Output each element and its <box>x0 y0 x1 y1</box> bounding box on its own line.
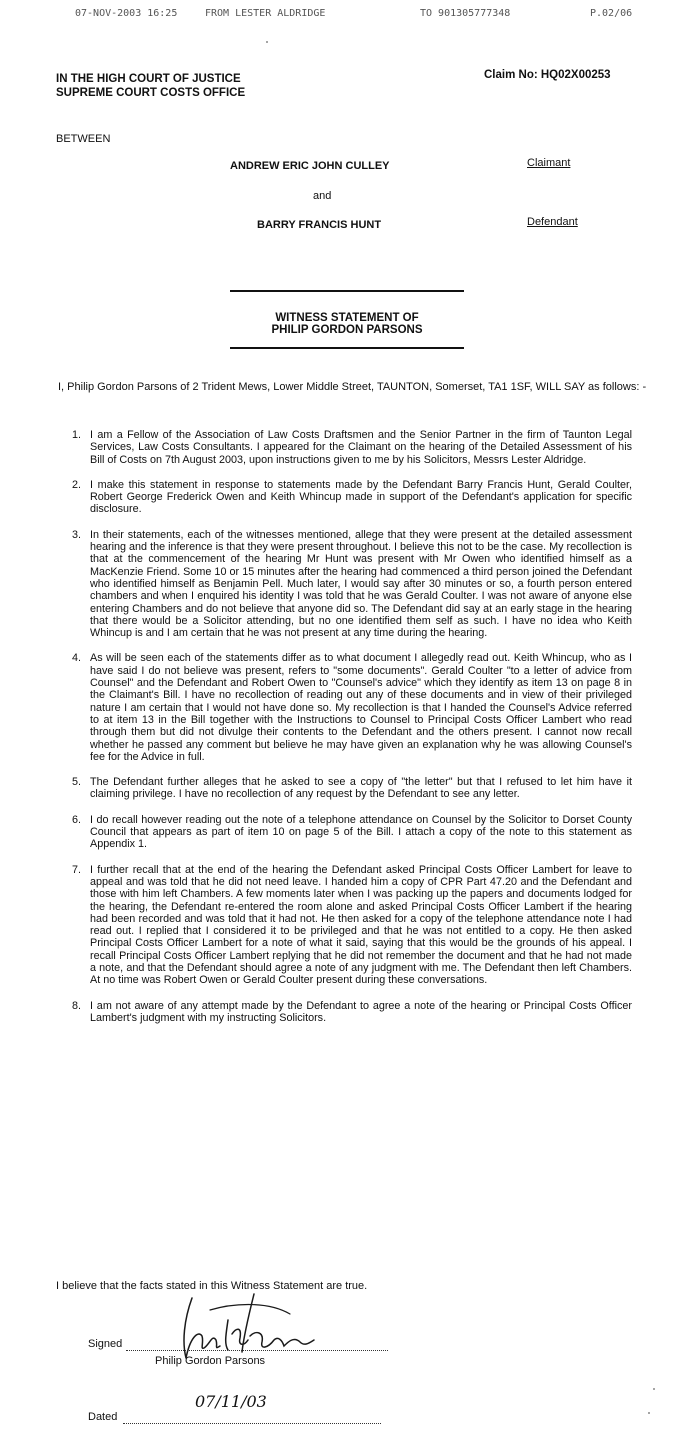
fax-header <box>0 8 700 22</box>
scan-speck <box>648 1412 650 1414</box>
paragraph-text: The Defendant further alleges that he asked to see a copy of "the letter" but that I refused to let him have it claiming privilege. I have no recollection of any request by the Defendant to see any letter. <box>90 776 632 801</box>
paragraph-4 <box>72 652 632 763</box>
statement-of-truth: I believe that the facts stated in this Witness Statement are true. <box>56 1280 368 1292</box>
paragraph-text: I do recall however reading out the note of a telephone attendance on Counsel by the Solicitor to Dorset County Council that appears as part of item 10 on page 5 of the Bill. I attach a copy of the note to this statement as Appendix 1. <box>90 813 632 851</box>
scan-speck <box>266 41 268 43</box>
signature-line <box>126 1340 388 1351</box>
defendant-role: Defendant <box>527 216 578 228</box>
paragraph-1 <box>72 429 632 466</box>
date-line <box>123 1413 381 1424</box>
between-label: BETWEEN <box>56 133 111 145</box>
statement-paragraphs <box>72 429 632 1024</box>
paragraph-number: 1. <box>72 429 82 441</box>
claim-number: Claim No: HQ02X00253 <box>484 69 611 81</box>
claimant-name: ANDREW ERIC JOHN CULLEY <box>230 160 390 172</box>
court-heading <box>56 72 245 100</box>
scan-speck <box>653 1388 655 1390</box>
signatory-name: Philip Gordon Parsons <box>155 1355 266 1367</box>
handwritten-date: 07/11/03 <box>195 1392 267 1411</box>
paragraph-text: I further recall that at the end of the hearing the Defendant asked Principal Costs Officer Lambert for leave to appeal and was told that he did not need leave. I handed him a copy of CPR Part 47.20 and the Defendant and those with him left Chambers. A few moments later when I was packing up the papers and documents lodged for the hearing, the Defendant re-entered the room alone and asked Principal Costs Officer Lambert if the hearing had been recorded and was told that it had not. He then asked for a copy of the telephone attendance note I had read out. I replied that I considered it to be privileged and that he was not entitled to a copy. He then asked Principal Costs Officer Lambert for a note of what it said, saying that this would be the grounds of his appeal. I recall Principal Costs Officer Lambert replying that he did not remember the document and that he had not made a note, and that the Defendant should agree a note of any judgment with me. The Defendant then left Chambers. At no time was Robert Owen or Gerald Coulter present during these conversations. <box>90 863 632 987</box>
claimant-role: Claimant <box>527 157 571 169</box>
dated-label: Dated <box>88 1411 118 1423</box>
title-rule-top <box>230 290 464 292</box>
paragraph-text: I am a Fellow of the Association of Law Costs Draftsmen and the Senior Partner in the firm of Taunton Legal Services, Law Costs Consultants. I appeared for the Claimant on the hearing of the Detailed Assessment of his Bill of Costs on 7th August 2003, upon instructions given to me by his Solicitors, Messrs Lester Aldridge. <box>90 429 632 466</box>
defendant-name: BARRY FRANCIS HUNT <box>257 219 382 231</box>
signed-label: Signed <box>88 1338 123 1350</box>
paragraph-2 <box>72 479 632 516</box>
court-line-2: SUPREME COURT COSTS OFFICE <box>56 87 246 99</box>
paragraph-number: 4. <box>72 652 82 665</box>
paragraph-number: 2. <box>72 478 82 491</box>
paragraph-7 <box>72 864 632 987</box>
paragraph-text: As will be seen each of the statements differ as to what document I allegedly read out. Keith Whincup, who as I have said I do not believe was present, refers to "some documents". Gerald Coulter "to a letter of advice from Counsel" and the Defendant and Robert Owen to "Counsel's advice" which they identify as item 13 on page 8 in the Claimant's Bill. I have no recollection of reading out any of these documents and in view of their privileged nature I am certain that I would not have done so. My recollection is that I handed the Counsel's Advice referred to at item 13 in the Bill together with the Instructions to Counsel to Principal Costs Officer Lambert who read through them but did not divulge their contents to the Defendant and the others present. I cannot now recall whether he passed any comment but believe he may have given an explanation why he was allowing Counsel's fee for the Advice in full. <box>90 652 632 763</box>
paragraph-number: 6. <box>72 813 82 826</box>
paragraph-5 <box>72 776 632 801</box>
paragraph-text: I am not aware of any attempt made by the Defendant to agree a note of the hearing or Principal Costs Officer Lambert's judgment with my instructing Solicitors. <box>90 999 632 1024</box>
court-line-1: IN THE HIGH COURT OF JUSTICE <box>56 73 241 85</box>
paragraph-number: 3. <box>72 528 82 541</box>
paragraph-3 <box>72 529 632 640</box>
fax-page: P.02/06 <box>590 8 633 19</box>
and-word: and <box>313 190 332 202</box>
fax-datetime: 07-NOV-2003 16:25 <box>75 8 178 19</box>
fax-to: TO 901305777348 <box>420 8 511 19</box>
fax-from: FROM LESTER ALDRIDGE <box>205 8 326 19</box>
paragraph-text: I make this statement in response to statements made by the Defendant Barry Francis Hunt, Gerald Coulter, Robert George Frederick Owen and Keith Whincup made in support of the Defendant's application for specific disclosure. <box>90 478 632 516</box>
paragraph-number: 8. <box>72 999 82 1012</box>
paragraph-8 <box>72 1000 632 1025</box>
paragraph-number: 5. <box>72 776 82 789</box>
paragraph-text: In their statements, each of the witnesses mentioned, allege that they were present at the detailed assessment hearing and the inference is that they were present throughout. I believe this not to be the case. My recollection is that at the commencement of the hearing Mr Hunt was present with Mr Owen who identified himself as a MacKenzie Friend. Some 10 or 15 minutes after the hearing had commenced a third person joined the Defendant who identified himself as Benjamin Pell. Much later, I would say after 30 minutes or so, a fourth person entered chambers and when I enquired his identity I was told that he was Gerald Coulter. I was not aware of anyone else entering Chambers and do not believe that anyone did so. The Defendant did say at an early stage in the hearing that there would be a Solicitor attending, but no one identified them self as such. I have no idea who Keith Whincup is and I am certain that he was not present at any time during the hearing. <box>90 528 632 640</box>
statement-title-line-2: PHILIP GORDON PARSONS <box>271 324 423 336</box>
statement-title-line-1: WITNESS STATEMENT OF <box>275 312 419 324</box>
intro-paragraph: I, Philip Gordon Parsons of 2 Trident Mews, Lower Middle Street, TAUNTON, Somerset, TA1 1SF, WILL SAY as follows: - <box>58 381 647 393</box>
paragraph-6 <box>72 814 632 851</box>
paragraph-number: 7. <box>72 863 82 876</box>
statement-title <box>230 312 464 336</box>
title-rule-bottom <box>230 347 464 349</box>
